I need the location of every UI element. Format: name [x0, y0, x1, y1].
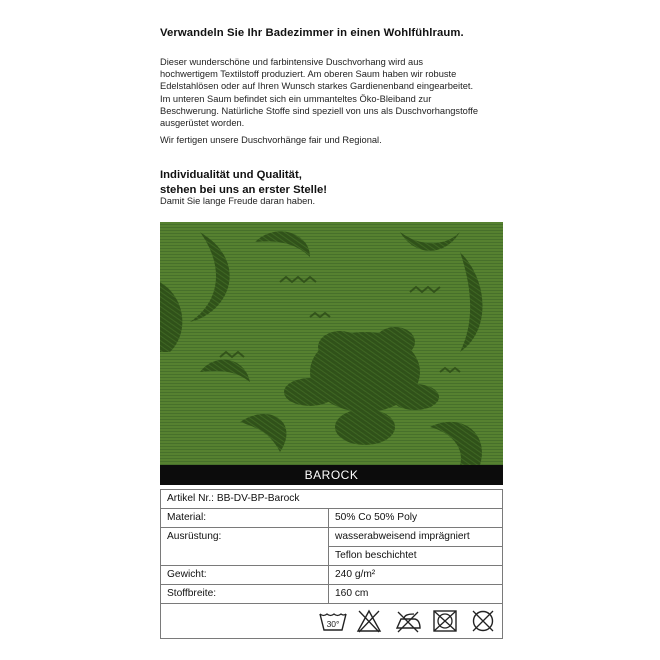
- intro-line: Beschwerung. Natürliche Stoffe sind speziell von uns als Duschvorhangstoffe: [160, 105, 478, 116]
- intro-line: Edelstahlösen oder auf Ihren Wunsch starkes Gardienenband eingearbeitet.: [160, 81, 474, 92]
- no-dry-clean-icon: [470, 609, 496, 633]
- no-tumble-dry-icon: [432, 609, 458, 633]
- spec-label: Ausrüstung:: [161, 528, 329, 566]
- wash-temp-label: 30°: [326, 619, 339, 629]
- spec-label: Gewicht:: [161, 566, 329, 585]
- no-iron-icon: [394, 609, 420, 633]
- table-row: [161, 604, 503, 639]
- quality-heading: [160, 168, 327, 197]
- fair-note: Wir fertigen unsere Duschvorhänge fair und Regional.: [160, 135, 382, 145]
- quality-heading-line: Individualität und Qualität,: [160, 169, 302, 181]
- no-bleach-icon: [356, 609, 382, 633]
- intro-line: Im unteren Saum befindet sich ein ummanteltes Öko-Bleiband zur: [160, 93, 432, 104]
- table-row: [161, 528, 503, 547]
- intro-heading: Verwandeln Sie Ihr Badezimmer in einen Wohlfühlraum.: [160, 27, 464, 39]
- table-row: [161, 490, 503, 509]
- intro-line: ausgerüstet worden.: [160, 118, 245, 129]
- table-row: [161, 566, 503, 585]
- article-number: Artikel Nr.: BB-DV-BP-Barock: [161, 490, 503, 509]
- spec-table: [160, 489, 503, 639]
- spec-value: 160 cm: [329, 585, 503, 604]
- table-row: [161, 585, 503, 604]
- quality-heading-line: stehen bei uns an erster Stelle!: [160, 183, 327, 196]
- intro-line: Dieser wunderschöne und farbintensive Duschvorhang wird aus: [160, 57, 424, 67]
- table-row: [161, 509, 503, 528]
- spec-label: Material:: [161, 509, 329, 528]
- care-symbols-row: [161, 604, 503, 639]
- intro-paragraph: [160, 56, 505, 129]
- fabric-swatch-image: [160, 222, 503, 465]
- intro-line: hochwertigem Textilstoff produziert. Am oberen Saum haben wir robuste: [160, 69, 457, 80]
- pattern-name-banner: BAROCK: [160, 465, 503, 485]
- spec-value: Teflon beschichtet: [329, 547, 503, 566]
- spec-value: 240 g/m²: [329, 566, 503, 585]
- spec-value: 50% Co 50% Poly: [329, 509, 503, 528]
- wash-30-icon: [318, 609, 344, 633]
- spec-value: wasserabweisend imprägniert: [329, 528, 503, 547]
- quality-subtext: Damit Sie lange Freude daran haben.: [160, 196, 316, 206]
- spec-label: Stoffbreite:: [161, 585, 329, 604]
